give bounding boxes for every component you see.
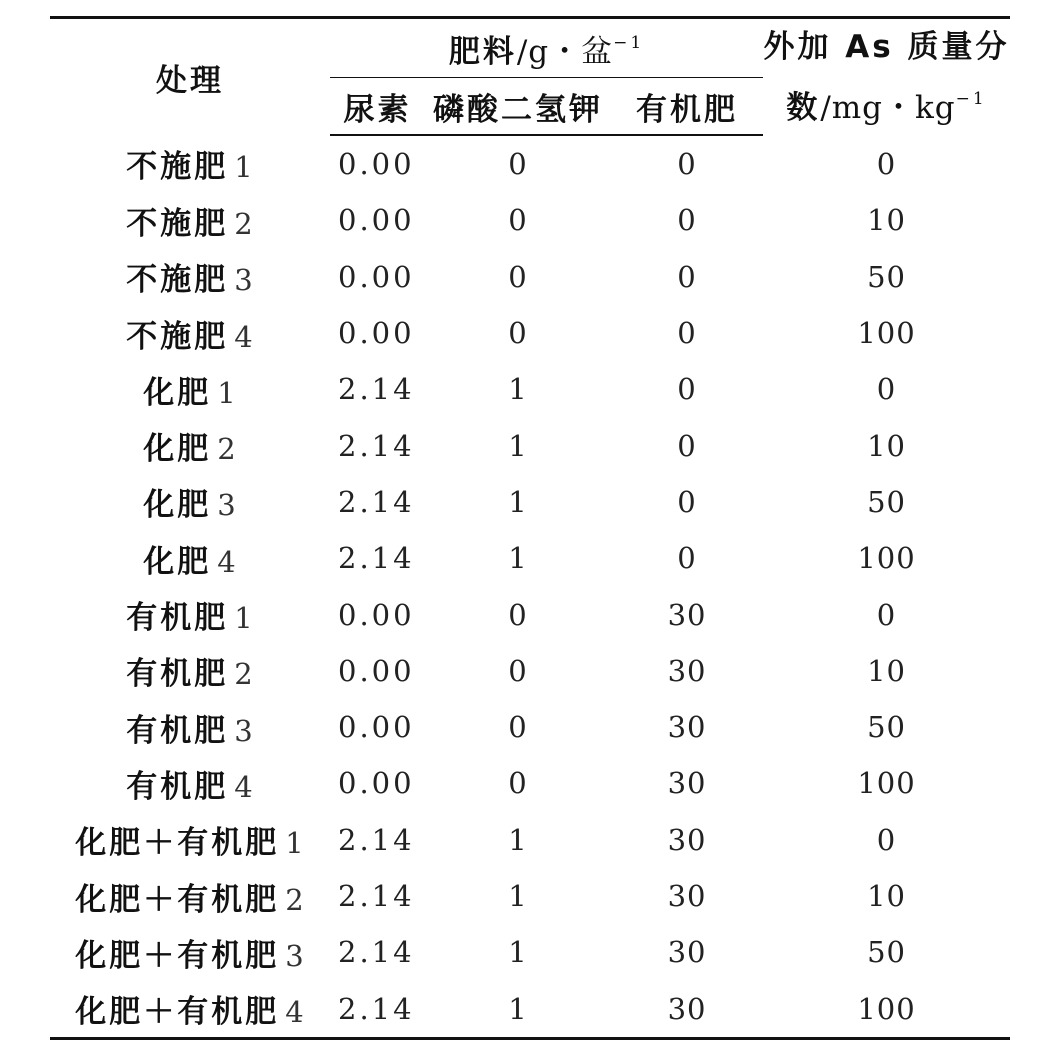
treatment-number: 4 xyxy=(285,995,305,1030)
table-row xyxy=(50,192,1010,248)
urea-cell: 0.00 xyxy=(338,710,415,745)
treatment-number: 4 xyxy=(234,769,254,804)
organic-cell: 30 xyxy=(667,766,707,801)
treatment-cell xyxy=(50,530,330,586)
header-organic-label: 有机肥 xyxy=(636,91,739,128)
header-as-line2-sup: −1 xyxy=(955,88,987,109)
treatment-number: 1 xyxy=(285,826,305,861)
treatment-cell xyxy=(50,812,330,868)
urea-cell: 0.00 xyxy=(338,766,415,801)
treatment-cell xyxy=(50,586,330,642)
treatment-number: 3 xyxy=(285,938,305,973)
header-kh2po4-label: 磷酸二氢钾 xyxy=(433,91,603,128)
as-cell: 10 xyxy=(867,653,906,688)
table-row xyxy=(50,699,1010,755)
as-cell: 50 xyxy=(867,484,906,519)
treatment-cell xyxy=(50,755,330,811)
treatment-cell xyxy=(50,417,330,473)
treatment-table xyxy=(50,16,1010,1040)
urea-cell: 0.00 xyxy=(338,653,415,688)
treatment-cell xyxy=(50,192,330,248)
table-row xyxy=(50,980,1010,1038)
treatment-name: 化肥＋有机肥 xyxy=(75,825,280,862)
kh2po4-cell: 1 xyxy=(508,484,528,519)
as-cell: 10 xyxy=(867,879,906,913)
urea-cell: 2.14 xyxy=(338,879,415,913)
kh2po4-cell: 1 xyxy=(508,541,528,576)
treatment-name: 有机肥 xyxy=(126,712,229,749)
organic-cell: 30 xyxy=(667,879,707,913)
urea-cell: 0.00 xyxy=(338,147,415,182)
treatment-name: 有机肥 xyxy=(126,600,229,637)
header-as-line1: 外加 As 质量分 xyxy=(763,28,1010,65)
treatment-name: 化肥 xyxy=(143,543,212,580)
treatment-cell xyxy=(50,135,330,192)
kh2po4-cell: 0 xyxy=(508,766,528,801)
as-cell: 50 xyxy=(867,935,906,970)
as-cell: 10 xyxy=(867,428,906,463)
header-row-1 xyxy=(50,18,1010,78)
treatment-table-container xyxy=(50,16,1010,1040)
kh2po4-cell: 1 xyxy=(508,822,528,857)
urea-cell: 2.14 xyxy=(338,372,415,407)
treatment-number: 3 xyxy=(217,488,237,523)
as-cell: 50 xyxy=(867,259,906,294)
kh2po4-cell: 0 xyxy=(508,653,528,688)
treatment-cell xyxy=(50,980,330,1038)
treatment-number: 1 xyxy=(217,375,237,410)
table-row xyxy=(50,924,1010,980)
treatment-cell xyxy=(50,643,330,699)
treatment-name: 化肥＋有机肥 xyxy=(75,994,280,1031)
urea-cell: 2.14 xyxy=(338,541,415,576)
organic-cell: 0 xyxy=(677,484,697,519)
urea-cell: 2.14 xyxy=(338,484,415,519)
treatment-name: 化肥 xyxy=(143,431,212,468)
table-row xyxy=(50,530,1010,586)
header-treatment-label: 处理 xyxy=(156,62,224,99)
treatment-cell xyxy=(50,305,330,361)
treatment-name: 有机肥 xyxy=(126,768,229,805)
treatment-cell xyxy=(50,361,330,417)
urea-cell: 0.00 xyxy=(338,597,415,632)
treatment-number: 3 xyxy=(234,713,254,748)
treatment-name: 化肥 xyxy=(143,374,212,411)
as-cell: 100 xyxy=(857,766,916,801)
kh2po4-cell: 0 xyxy=(508,203,528,238)
header-kh2po4 xyxy=(425,78,611,136)
treatment-name: 不施肥 xyxy=(126,262,229,299)
as-cell: 0 xyxy=(876,822,897,857)
treatment-cell xyxy=(50,474,330,530)
organic-cell: 0 xyxy=(677,541,697,576)
as-cell: 0 xyxy=(876,146,897,181)
table-row xyxy=(50,361,1010,417)
urea-cell: 2.14 xyxy=(338,428,415,463)
urea-cell: 0.00 xyxy=(338,316,415,351)
kh2po4-cell: 1 xyxy=(508,879,528,913)
kh2po4-cell: 1 xyxy=(508,428,528,463)
header-urea-label: 尿素 xyxy=(343,91,412,128)
as-cell: 100 xyxy=(763,980,1010,1038)
treatment-name: 不施肥 xyxy=(126,205,229,242)
organic-cell: 0 xyxy=(677,203,697,238)
treatment-cell xyxy=(50,699,330,755)
table-row xyxy=(50,135,1010,192)
header-as-line2 xyxy=(763,73,1010,134)
header-as-mass-fraction xyxy=(763,18,1010,136)
treatment-name: 化肥＋有机肥 xyxy=(75,881,280,918)
treatment-number: 2 xyxy=(234,206,254,241)
organic-cell: 30 xyxy=(667,653,707,688)
table-row xyxy=(50,417,1010,473)
treatment-number: 1 xyxy=(234,150,254,185)
treatment-cell xyxy=(50,249,330,305)
table-row xyxy=(50,249,1010,305)
treatment-name: 有机肥 xyxy=(126,656,229,693)
table-header xyxy=(50,18,1010,136)
as-cell: 100 xyxy=(857,541,916,576)
treatment-number: 4 xyxy=(234,319,254,354)
as-cell: 0 xyxy=(876,372,897,407)
treatment-number: 2 xyxy=(285,882,305,917)
organic-cell: 0 xyxy=(677,147,697,182)
organic-cell: 30 xyxy=(667,597,707,632)
table-body xyxy=(50,135,1010,1038)
kh2po4-cell: 0 xyxy=(508,147,528,182)
header-fertilizer-unit-sup: −1 xyxy=(613,32,645,53)
table-row xyxy=(50,474,1010,530)
header-fertilizer-label: 肥料 xyxy=(448,33,517,70)
treatment-number: 3 xyxy=(234,263,254,298)
header-fertilizer-unit: /g・盆 xyxy=(516,33,614,70)
organic-cell: 0 xyxy=(677,428,697,463)
organic-cell: 0 xyxy=(677,259,697,294)
header-treatment xyxy=(50,18,330,136)
treatment-name: 不施肥 xyxy=(126,318,229,355)
treatment-number: 2 xyxy=(234,657,254,692)
header-urea xyxy=(330,78,425,136)
kh2po4-cell: 0 xyxy=(508,259,528,294)
table-row xyxy=(50,643,1010,699)
kh2po4-cell: 1 xyxy=(508,372,528,407)
as-cell: 0 xyxy=(876,597,897,632)
treatment-number: 4 xyxy=(217,544,237,579)
urea-cell: 0.00 xyxy=(338,259,415,294)
as-cell: 10 xyxy=(867,203,906,238)
organic-cell: 30 xyxy=(667,935,707,970)
treatment-name: 化肥 xyxy=(143,487,212,524)
header-as-line2-cn: 数 xyxy=(786,89,821,126)
urea-cell: 2.14 xyxy=(338,935,415,970)
table-row xyxy=(50,305,1010,361)
as-cell: 100 xyxy=(857,316,916,351)
kh2po4-cell: 0 xyxy=(508,597,528,632)
table-row xyxy=(50,755,1010,811)
as-cell: 50 xyxy=(867,710,906,745)
organic-cell: 30 xyxy=(667,822,707,857)
treatment-cell xyxy=(50,868,330,924)
urea-cell: 0.00 xyxy=(338,203,415,238)
header-fertilizer-group xyxy=(330,18,763,78)
treatment-name: 化肥＋有机肥 xyxy=(75,937,280,974)
kh2po4-cell: 0 xyxy=(508,316,528,351)
urea-cell: 2.14 xyxy=(330,980,425,1038)
kh2po4-cell: 1 xyxy=(508,935,528,970)
kh2po4-cell: 0 xyxy=(508,710,528,745)
table-row xyxy=(50,586,1010,642)
urea-cell: 2.14 xyxy=(338,822,415,857)
header-organic xyxy=(611,78,763,136)
organic-cell: 0 xyxy=(677,372,697,407)
kh2po4-cell: 1 xyxy=(425,980,611,1038)
treatment-name: 不施肥 xyxy=(126,149,229,186)
treatment-number: 2 xyxy=(217,432,237,467)
header-as-line2-unit: /mg・kg xyxy=(820,89,956,126)
table-row xyxy=(50,868,1010,924)
organic-cell: 30 xyxy=(667,710,707,745)
treatment-cell xyxy=(50,924,330,980)
table-row xyxy=(50,812,1010,868)
organic-cell: 0 xyxy=(677,316,697,351)
treatment-number: 1 xyxy=(234,601,254,636)
organic-cell: 30 xyxy=(611,980,763,1038)
